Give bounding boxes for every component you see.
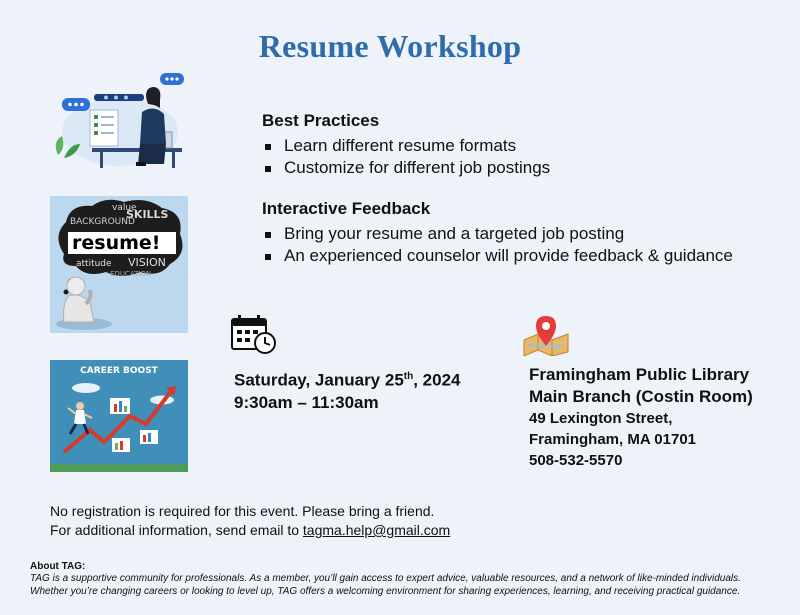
location-name-line2: Main Branch (Costin Room) (529, 387, 753, 406)
best-practices-section (262, 111, 782, 179)
about-tag-section (30, 561, 790, 598)
resume-thought-cloud-illustration (50, 196, 188, 333)
list-item: An experienced counselor will provide feedback & guidance (262, 245, 782, 267)
about-line2: Whether you’re changing careers or looking to level up, TAG offers a welcoming environment for sharing experiences, learning, and receiving practical guidance. (30, 586, 741, 597)
list-item: Customize for different job postings (262, 157, 782, 179)
list-item: Bring your resume and a targeted job posting (262, 223, 782, 245)
registration-note: No registration is required for this event. Please bring a friend. (50, 503, 435, 519)
calendar-clock-icon (230, 314, 278, 354)
page-title: Resume Workshop (258, 28, 522, 64)
event-date: Saturday, January 25th, 2024 (234, 370, 461, 390)
interactive-feedback-heading: Interactive Feedback (262, 199, 431, 218)
cloud-main-word: resume! (72, 232, 161, 254)
event-time: 9:30am – 11:30am (234, 392, 379, 412)
cloud-word: BACKGROUND (70, 217, 135, 227)
location-city: Framingham, MA 01701 (529, 431, 696, 448)
about-line1: TAG is a supportive community for professionals. As a member, you’ll gain access to expert advice, valuable resources, and a network of like-minded individuals. (30, 573, 741, 584)
career-boost-illustration (50, 360, 188, 472)
cloud-word: attitude (76, 259, 112, 269)
interactive-feedback-section (262, 199, 782, 267)
cloud-word: VISION (128, 256, 166, 269)
list-item: Learn different resume formats (262, 135, 782, 157)
cloud-word: value (112, 203, 137, 213)
contact-line: For additional information, send email to tagma.help@gmail.com (50, 522, 451, 538)
location-street: 49 Lexington Street, (529, 410, 673, 427)
career-boost-label: CAREER BOOST (80, 366, 158, 376)
best-practices-list (262, 135, 782, 179)
cloud-word: SKILLS (126, 208, 169, 221)
event-location (529, 364, 789, 471)
map-pin-icon (522, 314, 570, 356)
registration-info (50, 502, 770, 540)
interactive-feedback-list (262, 223, 782, 267)
best-practices-heading: Best Practices (262, 111, 380, 130)
cloud-word: EDUCATION (110, 270, 152, 278)
about-heading: About TAG: (30, 561, 86, 572)
contact-email-link[interactable]: tagma.help@gmail.com (302, 522, 451, 538)
location-phone: 508-532-5570 (529, 452, 623, 469)
person-at-desk-illustration (50, 70, 190, 170)
location-name-line1: Framingham Public Library (529, 365, 750, 384)
event-date-time (234, 366, 514, 414)
